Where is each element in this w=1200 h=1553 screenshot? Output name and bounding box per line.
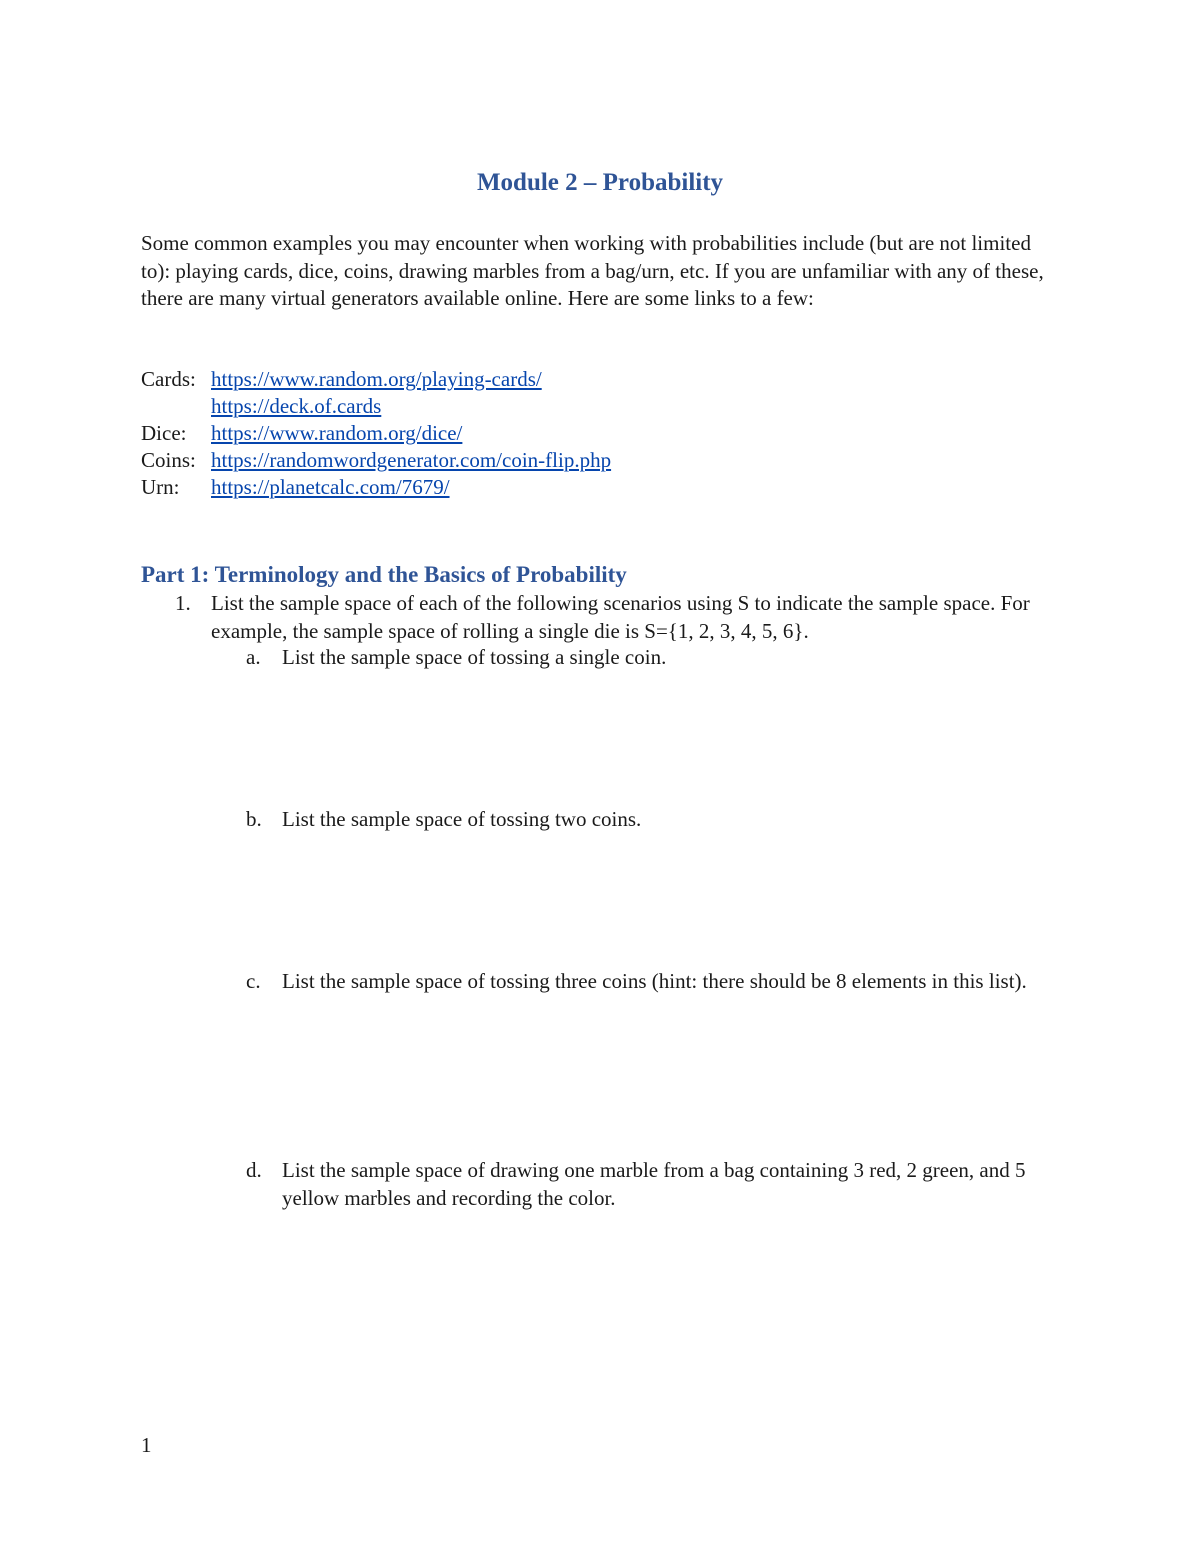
- link-row-coins: [141, 447, 1061, 474]
- sub-question-text: List the sample space of tossing three coins (hint: there should be 8 elements in this list).: [282, 969, 1027, 993]
- sub-question-letter: c.: [246, 969, 261, 993]
- sub-question-text: List the sample space of tossing a single coin.: [282, 645, 667, 669]
- link-label: [141, 393, 211, 420]
- link-coin-flip[interactable]: https://randomwordgenerator.com/coin-flip.php: [211, 448, 612, 472]
- question-number: 1.: [175, 591, 191, 615]
- link-row-cards: [141, 366, 1061, 393]
- page-number: 1: [141, 1433, 152, 1457]
- link-row-dice: [141, 420, 1061, 447]
- link-row-urn: [141, 474, 1061, 501]
- link-row-cards-alt: [141, 393, 1061, 420]
- link-random-org-playing-cards[interactable]: https://www.random.org/playing-cards/: [211, 367, 542, 391]
- sub-question-letter: a.: [246, 645, 261, 669]
- sub-question-text: List the sample space of tossing two coins.: [282, 807, 642, 831]
- sub-question-text: List the sample space of drawing one marble from a bag containing 3 red, 2 green, and 5 yellow marbles and recording the color.: [282, 1158, 1026, 1210]
- link-random-org-dice[interactable]: https://www.random.org/dice/: [211, 421, 463, 445]
- link-label: Cards:: [141, 367, 196, 391]
- link-label: Dice:: [141, 421, 187, 445]
- document-title: Module 2 – Probability: [476, 169, 724, 196]
- sub-question-letter: d.: [246, 1158, 262, 1182]
- section-heading: Part 1: Terminology and the Basics of Probability: [141, 562, 627, 587]
- sub-question-letter: b.: [246, 807, 262, 831]
- link-label: Urn:: [141, 475, 180, 499]
- links-list: [141, 366, 1061, 501]
- link-deck-of-cards[interactable]: https://deck.of.cards: [211, 394, 382, 418]
- link-planetcalc-urn[interactable]: https://planetcalc.com/7679/: [211, 475, 450, 499]
- intro-paragraph: Some common examples you may encounter when working with probabilities include (but are not limited to): playing cards, dice, coins, drawing marbles from a bag/urn, etc. If you are unfamiliar with any of these, there are many virtual generators available online. Here are some links to a few:: [141, 231, 1044, 310]
- link-label: Coins:: [141, 448, 196, 472]
- question-text: List the sample space of each of the following scenarios using S to indicate the sample space. For example, the sample space of rolling a single die is S={1, 2, 3, 4, 5, 6}.: [211, 591, 1030, 643]
